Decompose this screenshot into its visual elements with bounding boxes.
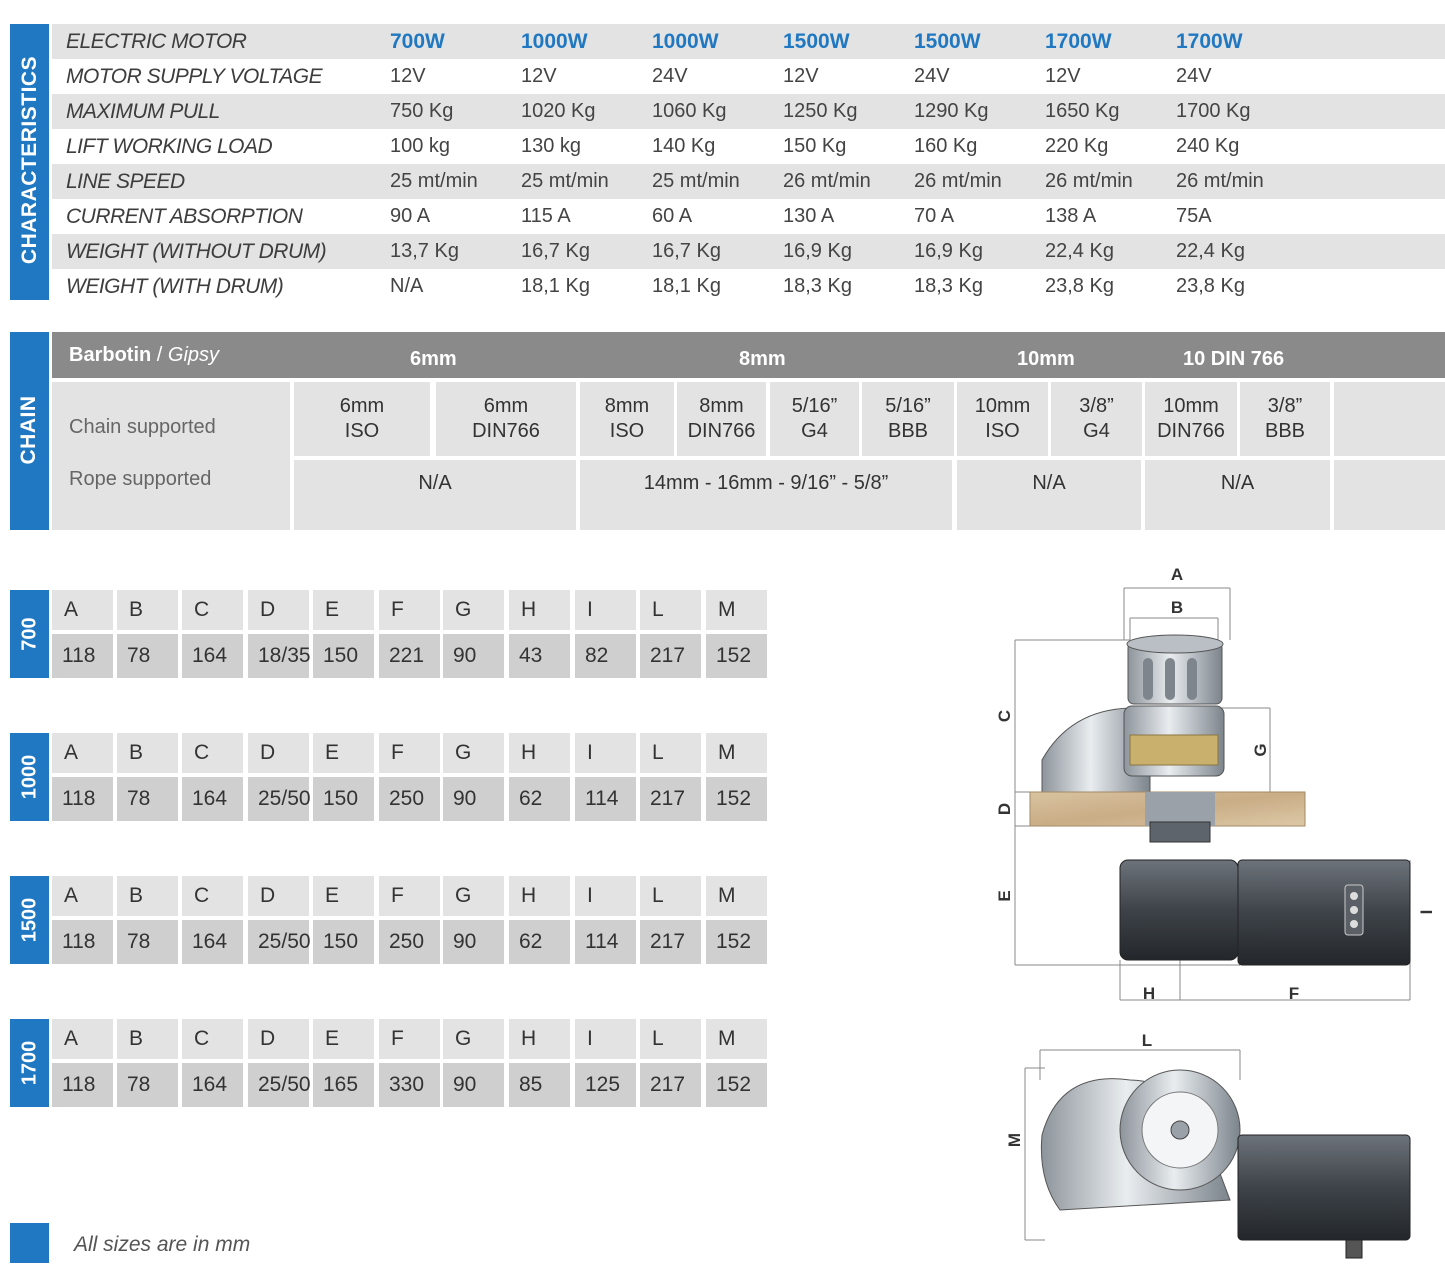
dim-value: 114 [575, 920, 636, 964]
value-cell: 70 A [914, 205, 955, 227]
windlass-diagram [995, 560, 1445, 1270]
dim-letter: M [706, 1019, 767, 1059]
model-cell: 700W [390, 29, 445, 53]
dim-value: 118 [52, 634, 113, 678]
table-row [52, 94, 1445, 129]
value-cell: 12V [783, 65, 819, 87]
value-cell: 140 Kg [652, 135, 716, 157]
dim-value: 114 [575, 777, 636, 821]
dim-letter: H [509, 733, 570, 773]
model-cell: 1000W [521, 29, 588, 53]
dim-value: 78 [117, 920, 178, 964]
chain-header [52, 332, 1445, 378]
dim-value: 152 [706, 634, 767, 678]
value-cell: 18,3 Kg [783, 275, 852, 297]
dim-letter: E [313, 876, 374, 916]
dim-value: 164 [182, 1063, 243, 1107]
dim-value: 82 [575, 634, 636, 678]
diagram-label-m: M [1005, 1132, 1024, 1148]
value-cell: 23,8 Kg [1176, 275, 1245, 297]
value-cell: 240 Kg [1176, 135, 1240, 157]
dim-value: 62 [509, 920, 570, 964]
value-cell: 12V [521, 65, 557, 87]
value-cell: N/A [390, 275, 424, 297]
chain-standard: BBB [1264, 420, 1306, 442]
table-row [52, 24, 1445, 59]
chain-standard: DIN766 [687, 420, 756, 442]
value-cell: 22,4 Kg [1176, 240, 1245, 262]
chain-cell [957, 382, 1048, 456]
dim-value: 217 [640, 920, 701, 964]
row-label: MAXIMUM PULL [66, 99, 220, 123]
value-cell: 18,1 Kg [652, 275, 721, 297]
value-cell: 90 A [390, 205, 431, 227]
value-cell: 12V [390, 65, 426, 87]
characteristics-section-label: CHARACTERISTICS [18, 55, 41, 265]
chain-size: 6mm [483, 395, 529, 417]
dim-letter: G [443, 733, 504, 773]
chain-size: 3/8” [1267, 395, 1303, 417]
value-cell: 18,1 Kg [521, 275, 590, 297]
diagram-label-g: G [1251, 743, 1270, 757]
value-cell: 60 A [652, 205, 693, 227]
dim-letter: A [52, 590, 113, 630]
dim-value: 25/50 [248, 920, 309, 964]
dim-letter: C [182, 1019, 243, 1059]
chain-supported-label: Chain supported [69, 416, 216, 438]
rope-supported-label: Rope supported [69, 468, 212, 490]
dim-letter: I [575, 733, 636, 773]
chain-cell [1051, 382, 1142, 456]
dim-letter: E [313, 590, 374, 630]
value-cell: 25 mt/min [521, 170, 609, 192]
group-6mm: 6mm [410, 348, 457, 370]
group-8mm: 8mm [739, 348, 786, 370]
dim-letter: M [706, 876, 767, 916]
dim-letter: H [509, 876, 570, 916]
diagram-label-e: E [995, 890, 1014, 902]
value-cell: 13,7 Kg [390, 240, 459, 262]
table-row [52, 164, 1445, 199]
model-side-label [10, 733, 49, 821]
chain-standard: ISO [344, 420, 380, 442]
row-label: LINE SPEED [66, 169, 185, 193]
dim-value: 85 [509, 1063, 570, 1107]
dim-letter: C [182, 876, 243, 916]
dim-letter: L [640, 590, 701, 630]
table-row [52, 129, 1445, 164]
value-cell: 16,9 Kg [914, 240, 983, 262]
dim-value: 90 [443, 920, 504, 964]
dim-value: 90 [443, 1063, 504, 1107]
value-cell: 26 mt/min [1176, 170, 1264, 192]
value-cell: 130 A [783, 205, 835, 227]
diagram-label-a: A [1170, 565, 1184, 584]
dim-letter: I [575, 1019, 636, 1059]
value-cell: 160 Kg [914, 135, 978, 157]
dim-letter: L [640, 1019, 701, 1059]
dim-value: 164 [182, 777, 243, 821]
dim-value: 150 [313, 777, 374, 821]
row-label: WEIGHT (WITH DRUM) [66, 274, 284, 298]
chain-size: 8mm [699, 395, 744, 417]
dim-letter: G [443, 590, 504, 630]
model-number: 1500 [18, 897, 40, 943]
dim-value: 90 [443, 634, 504, 678]
dim-value: 250 [379, 777, 440, 821]
dim-letter: I [575, 876, 636, 916]
value-cell: 24V [1176, 65, 1212, 87]
group-10-din: 10 DIN 766 [1183, 348, 1285, 370]
dim-value: 152 [706, 777, 767, 821]
value-cell: 25 mt/min [390, 170, 478, 192]
dim-letter: A [52, 733, 113, 773]
table-row [52, 59, 1445, 94]
chain-cell [580, 382, 674, 456]
value-cell: 12V [1045, 65, 1081, 87]
model-number: 1700 [18, 1040, 40, 1086]
dim-letter: L [640, 733, 701, 773]
chain-standard: ISO [985, 420, 1020, 442]
dim-value: 150 [313, 634, 374, 678]
value-cell: 22,4 Kg [1045, 240, 1114, 262]
dim-letter: D [248, 590, 309, 630]
table-row [52, 269, 1445, 304]
value-cell: 23,8 Kg [1045, 275, 1114, 297]
dim-letter: C [182, 733, 243, 773]
chain-standard: BBB [887, 420, 929, 442]
dim-value: 152 [706, 920, 767, 964]
dim-value: 150 [313, 920, 374, 964]
chain-size: 6mm [339, 395, 385, 417]
dim-value: 78 [117, 777, 178, 821]
value-cell: 24V [652, 65, 688, 87]
diagram-label-h: H [1142, 984, 1156, 1003]
model-side-label [10, 590, 49, 678]
dim-letter: F [379, 590, 440, 630]
chain-standard: DIN766 [472, 420, 540, 442]
rope-empty-cell [1334, 460, 1445, 530]
dim-letter: H [509, 590, 570, 630]
chain-section-label: CHAIN [17, 395, 40, 465]
value-cell: 24V [914, 65, 950, 87]
dim-letter: B [117, 876, 178, 916]
model-cell: 1700W [1045, 29, 1112, 53]
dim-letter: M [706, 733, 767, 773]
dim-letter: D [248, 733, 309, 773]
dim-letter: A [52, 876, 113, 916]
dim-value: 125 [575, 1063, 636, 1107]
dim-value: 118 [52, 920, 113, 964]
row-label: WEIGHT (WITHOUT DRUM) [66, 239, 327, 263]
value-cell: 1290 Kg [914, 100, 989, 122]
model-side-label [10, 876, 49, 964]
dim-value: 43 [509, 634, 570, 678]
rope-cell: 14mm - 16mm - 9/16” - 5/8” [580, 460, 952, 530]
row-label: CURRENT ABSORPTION [66, 204, 303, 228]
dim-value: 118 [52, 1063, 113, 1107]
row-label: LIFT WORKING LOAD [66, 134, 273, 158]
model-cell: 1500W [914, 29, 981, 53]
diagram-label-d: D [995, 802, 1014, 816]
barbotin-text: Barbotin [69, 344, 152, 366]
model-cell: 1000W [652, 29, 719, 53]
dim-value: 25/50 [248, 1063, 309, 1107]
model-side-label [10, 1019, 49, 1107]
dim-value: 330 [379, 1063, 440, 1107]
dim-value: 164 [182, 634, 243, 678]
value-cell: 26 mt/min [914, 170, 1002, 192]
row-label: ELECTRIC MOTOR [66, 29, 247, 53]
dim-value: 25/50 [248, 777, 309, 821]
value-cell: 1700 Kg [1176, 100, 1251, 122]
dim-value: 78 [117, 1063, 178, 1107]
chain-standard: ISO [609, 420, 645, 442]
characteristics-side-bar [10, 24, 49, 300]
dim-value: 217 [640, 634, 701, 678]
dim-letter: F [379, 1019, 440, 1059]
value-cell: 25 mt/min [652, 170, 740, 192]
chain-size: 5/16” [885, 395, 931, 417]
chain-size: 8mm [604, 395, 650, 417]
dim-letter: M [706, 590, 767, 630]
dim-letter: L [640, 876, 701, 916]
dim-value: 118 [52, 777, 113, 821]
model-cell: 1500W [783, 29, 850, 53]
dim-value: 217 [640, 1063, 701, 1107]
model-number: 1000 [18, 754, 40, 800]
rope-cell: N/A [957, 460, 1141, 530]
value-cell: 100 kg [390, 135, 451, 157]
chain-size: 10mm [974, 395, 1031, 417]
chain-cell [770, 382, 859, 456]
chain-label-bg [52, 382, 290, 530]
dim-value: 152 [706, 1063, 767, 1107]
value-cell: 26 mt/min [1045, 170, 1133, 192]
chain-cell [294, 382, 430, 456]
chain-empty-cell [1334, 382, 1445, 456]
dim-letter: G [443, 876, 504, 916]
diagram-label-f: F [1288, 984, 1300, 1003]
value-cell: 16,7 Kg [521, 240, 590, 262]
dim-letter: B [117, 1019, 178, 1059]
chain-cell [1240, 382, 1330, 456]
value-cell: 1250 Kg [783, 100, 858, 122]
dim-value: 221 [379, 634, 440, 678]
dim-letter: E [313, 1019, 374, 1059]
dim-value: 78 [117, 634, 178, 678]
gipsy-text: Gipsy [167, 344, 220, 366]
chain-side-bar [10, 332, 49, 530]
value-cell: 130 kg [521, 135, 582, 157]
diagram-label-c: C [995, 709, 1014, 723]
dim-letter: E [313, 733, 374, 773]
dim-letter: H [509, 1019, 570, 1059]
chain-standard: G4 [801, 420, 828, 442]
diagram-label-l: L [1141, 1031, 1153, 1050]
barbotin-label [69, 344, 219, 367]
value-cell: 220 Kg [1045, 135, 1109, 157]
model-cell: 1700W [1176, 29, 1243, 53]
chain-cell [677, 382, 766, 456]
row-label: MOTOR SUPPLY VOLTAGE [66, 64, 323, 88]
dim-value: 250 [379, 920, 440, 964]
chain-cell [1145, 382, 1237, 456]
rope-cell: N/A [1145, 460, 1330, 530]
dim-letter: B [117, 733, 178, 773]
group-10mm: 10mm [1017, 348, 1075, 370]
separator-text: / [151, 344, 168, 366]
chain-cell [436, 382, 576, 456]
dim-letter: I [575, 590, 636, 630]
characteristics-table [52, 24, 1445, 304]
dim-letter: G [443, 1019, 504, 1059]
value-cell: 16,9 Kg [783, 240, 852, 262]
chain-standard: DIN766 [1157, 420, 1225, 442]
value-cell: 75A [1176, 205, 1212, 227]
value-cell: 150 Kg [783, 135, 847, 157]
diagram-label-b: B [1170, 598, 1184, 617]
dim-value: 165 [313, 1063, 374, 1107]
dim-value: 62 [509, 777, 570, 821]
dim-letter: F [379, 876, 440, 916]
chain-cell [862, 382, 954, 456]
dim-letter: F [379, 733, 440, 773]
chain-size: 5/16” [791, 395, 838, 417]
dim-value: 217 [640, 777, 701, 821]
chain-size: 10mm [1163, 395, 1219, 417]
dim-value: 164 [182, 920, 243, 964]
value-cell: 138 A [1045, 205, 1097, 227]
value-cell: 18,3 Kg [914, 275, 983, 297]
value-cell: 26 mt/min [783, 170, 871, 192]
table-row [52, 199, 1445, 234]
footnote-marker [10, 1223, 49, 1263]
value-cell: 16,7 Kg [652, 240, 721, 262]
table-row [52, 234, 1445, 269]
value-cell: 750 Kg [390, 100, 454, 122]
value-cell: 1650 Kg [1045, 100, 1120, 122]
model-number: 700 [18, 617, 40, 651]
dim-letter: A [52, 1019, 113, 1059]
dim-value: 18/35 [248, 634, 309, 678]
diagram-label-i: I [1417, 909, 1436, 915]
dim-letter: B [117, 590, 178, 630]
dim-value: 90 [443, 777, 504, 821]
value-cell: 1060 Kg [652, 100, 727, 122]
dim-letter: D [248, 876, 309, 916]
chain-standard: G4 [1083, 420, 1110, 442]
dim-letter: C [182, 590, 243, 630]
rope-cell: N/A [294, 460, 576, 530]
dim-letter: D [248, 1019, 309, 1059]
footnote: All sizes are in mm [74, 1233, 251, 1256]
value-cell: 115 A [521, 205, 571, 227]
chain-size: 3/8” [1079, 395, 1114, 417]
value-cell: 1020 Kg [521, 100, 596, 122]
